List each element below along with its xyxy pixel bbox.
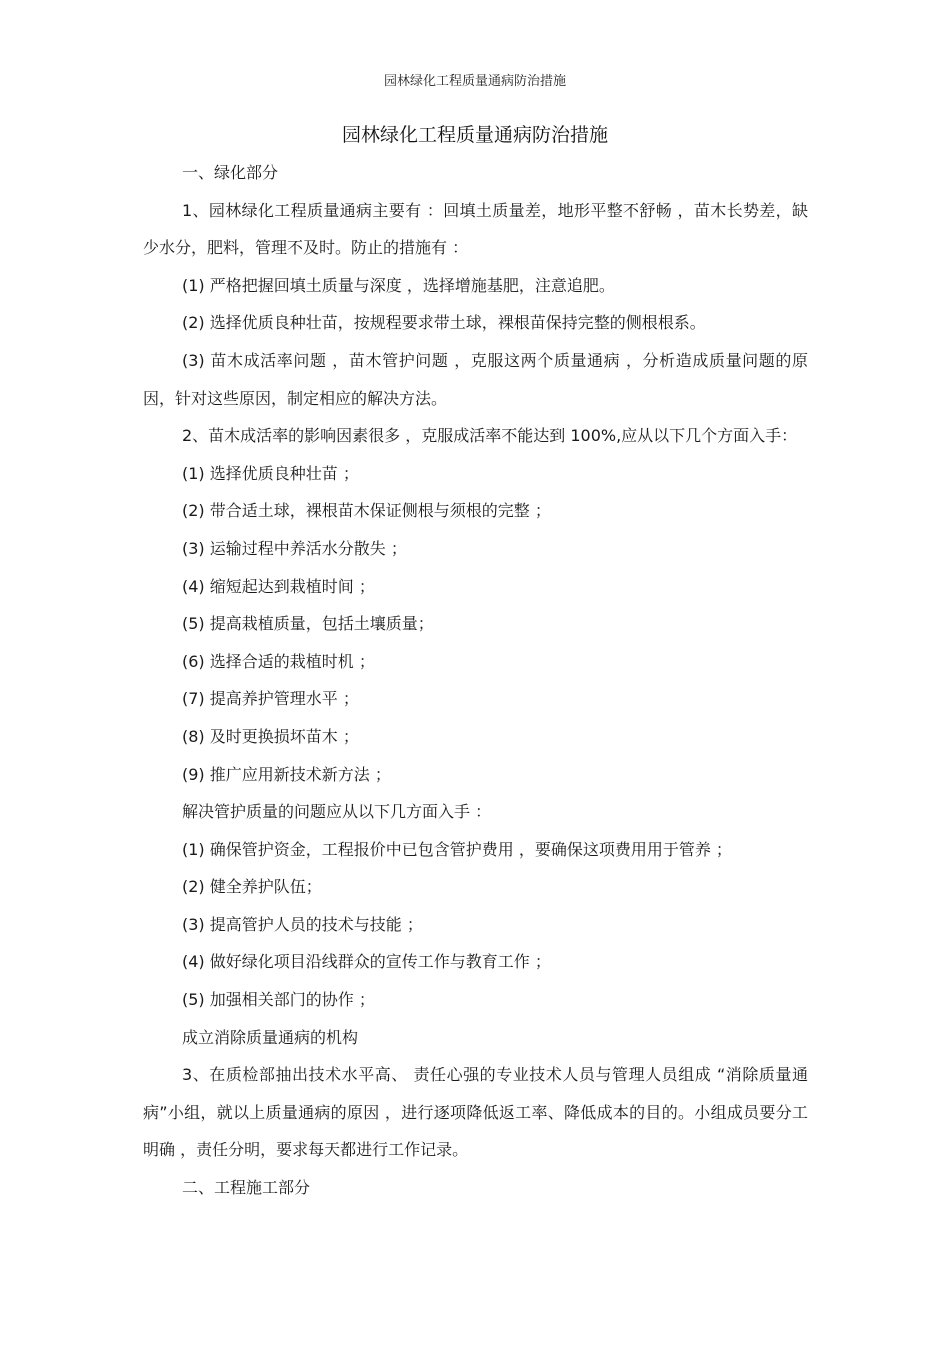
running-header: 园林绿化工程质量通病防治措施 <box>383 74 566 89</box>
list-item: (2) 健全养护队伍； <box>182 877 322 897</box>
paragraph-maintenance: 解决管护质量的问题应从以下几方面入手 ： <box>182 802 492 822</box>
paragraph-establish-organization: 成立消除质量通病的机构 <box>182 1027 359 1047</box>
list-item: (3) 苗木成活率问题 ，苗木管护问题 ，克服这两个质量通病 ，分析造成质量问题的原因，针对这些原因，制定相应的解决方法。 <box>143 350 808 408</box>
list-item: (7) 提高养护管理水平 ； <box>182 689 359 709</box>
list-item: (8) 及时更换损坏苗木 ； <box>182 726 359 746</box>
list-item: (3) 提高管护人员的技术与技能 ； <box>182 914 423 934</box>
list-item: (4) 做好绿化项目沿线群众的宣传工作与教育工作 ； <box>182 952 551 972</box>
list-item: (5) 提高栽植质量，包括土壤质量； <box>182 614 434 634</box>
list-item: (2) 带合适土球，裸根苗木保证侧根与须根的完整 ； <box>182 501 551 521</box>
list-item: (4) 缩短起达到栽植时间 ； <box>182 576 375 596</box>
list-item: (1) 选择优质良种壮苗 ； <box>182 463 359 483</box>
list-item: (2) 选择优质良种壮苗，按规程要求带土球，裸根苗保持完整的侧根根系。 <box>182 313 706 333</box>
document-title: 园林绿化工程质量通病防治措施 <box>341 124 608 146</box>
list-item: (9) 推广应用新技术新方法 ； <box>182 764 391 784</box>
paragraph-quality-group: 3、在质检部抽出技术水平高、 责任心强的专业技术人员与管理人员组成 “消除质量通病”小组，就以上质量通病的原因 ，进行逐项降低返工率、降低成本的目的。小组成员要分工明确 ，责任分明，要求每天都进行工作记录。 <box>143 1065 808 1160</box>
list-item: (1) 严格把握回填土质量与深度 ，选择增施基肥，注意追肥。 <box>182 275 615 295</box>
paragraph-survival-rate: 2、苗木成活率的影响因素很多 ，克服成活率不能达到 100%,应从以下几个方面入手： <box>182 426 798 446</box>
document-body <box>143 154 808 1207</box>
list-item: (3) 运输过程中养活水分散失 ； <box>182 538 407 558</box>
list-item: (6) 选择合适的栽植时机 ； <box>182 651 375 671</box>
list-item: (1) 确保管护资金，工程报价中已包含管护费用 ，要确保这项费用用于管养 ； <box>182 839 732 859</box>
list-item: (5) 加强相关部门的协作 ； <box>182 990 375 1010</box>
section-heading-construction: 二、工程施工部分 <box>182 1178 311 1198</box>
paragraph-common-defects: 1、园林绿化工程质量通病主要有 ：回填土质量差，地形平整不舒畅 ，苗木长势差，缺少水分，肥料，管理不及时。防止的措施有 ： <box>143 200 808 258</box>
section-heading-greening: 一、绿化部分 <box>182 163 279 182</box>
